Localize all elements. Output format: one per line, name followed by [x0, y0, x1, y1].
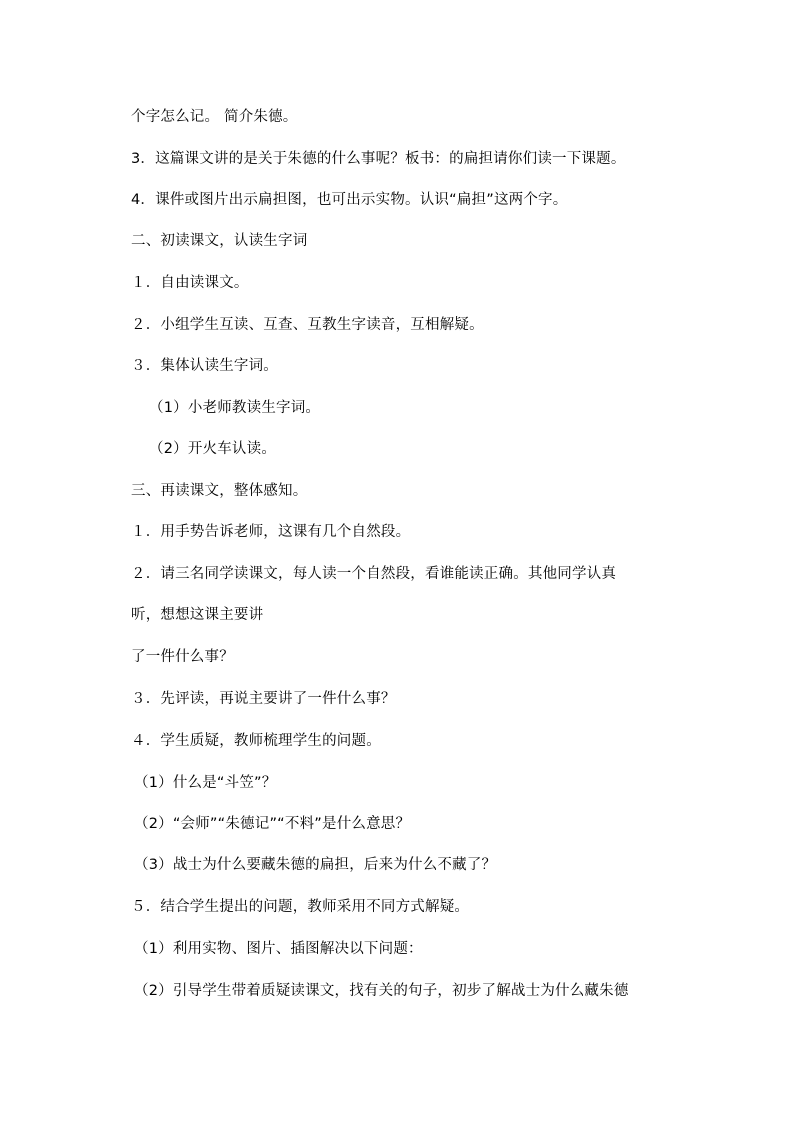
text-line: （2）引导学生带着质疑读课文，找有关的句子，初步了解战士为什么藏朱德	[134, 983, 629, 999]
text-line: （1）利用实物、图片、插图解决以下问题：	[134, 941, 423, 957]
text-line: ２．请三名同学读课文，每人读一个自然段，看谁能读正确。其他同学认真	[131, 566, 617, 582]
text-line: １．自由读课文。	[131, 275, 249, 291]
text-line: 个字怎么记。 简介朱德。	[131, 109, 298, 125]
text-line: 3．这篇课文讲的是关于朱德的什么事呢？板书：的扁担请你们读一下课题。	[131, 151, 626, 167]
text-line: ３．先评读，再说主要讲了一件什么事？	[131, 691, 396, 707]
text-line: ４．学生质疑，教师梳理学生的问题。	[131, 733, 381, 749]
text-line: ２．小组学生互读、互查、互教生字读音，互相解疑。	[131, 317, 484, 333]
section-heading: 二、初读课文，认读生字词	[131, 233, 308, 249]
text-line: 4．课件或图片出示扁担图，也可出示实物。认识“扁担”这两个字。	[131, 192, 568, 208]
text-line: （1）什么是“斗笠”？	[134, 775, 277, 791]
text-line: （2）开火车认读。	[149, 441, 277, 457]
text-line: （2）“会师”“朱德记”“不料”是什么意思？	[134, 816, 411, 832]
text-line: １．用手势告诉老师，这课有几个自然段。	[131, 524, 411, 540]
text-line: 了一件什么事？	[131, 649, 234, 665]
text-line: （3）战士为什么要藏朱德的扁担，后来为什么不藏了？	[134, 857, 497, 873]
text-line: 听，想想这课主要讲	[131, 607, 264, 623]
text-line: （1）小老师教读生字词。	[149, 400, 321, 416]
text-line: ３．集体认读生字词。	[131, 358, 278, 374]
text-line: ５．结合学生提出的问题，教师采用不同方式解疑。	[131, 899, 470, 915]
section-heading: 三、再读课文，整体感知。	[131, 483, 308, 499]
